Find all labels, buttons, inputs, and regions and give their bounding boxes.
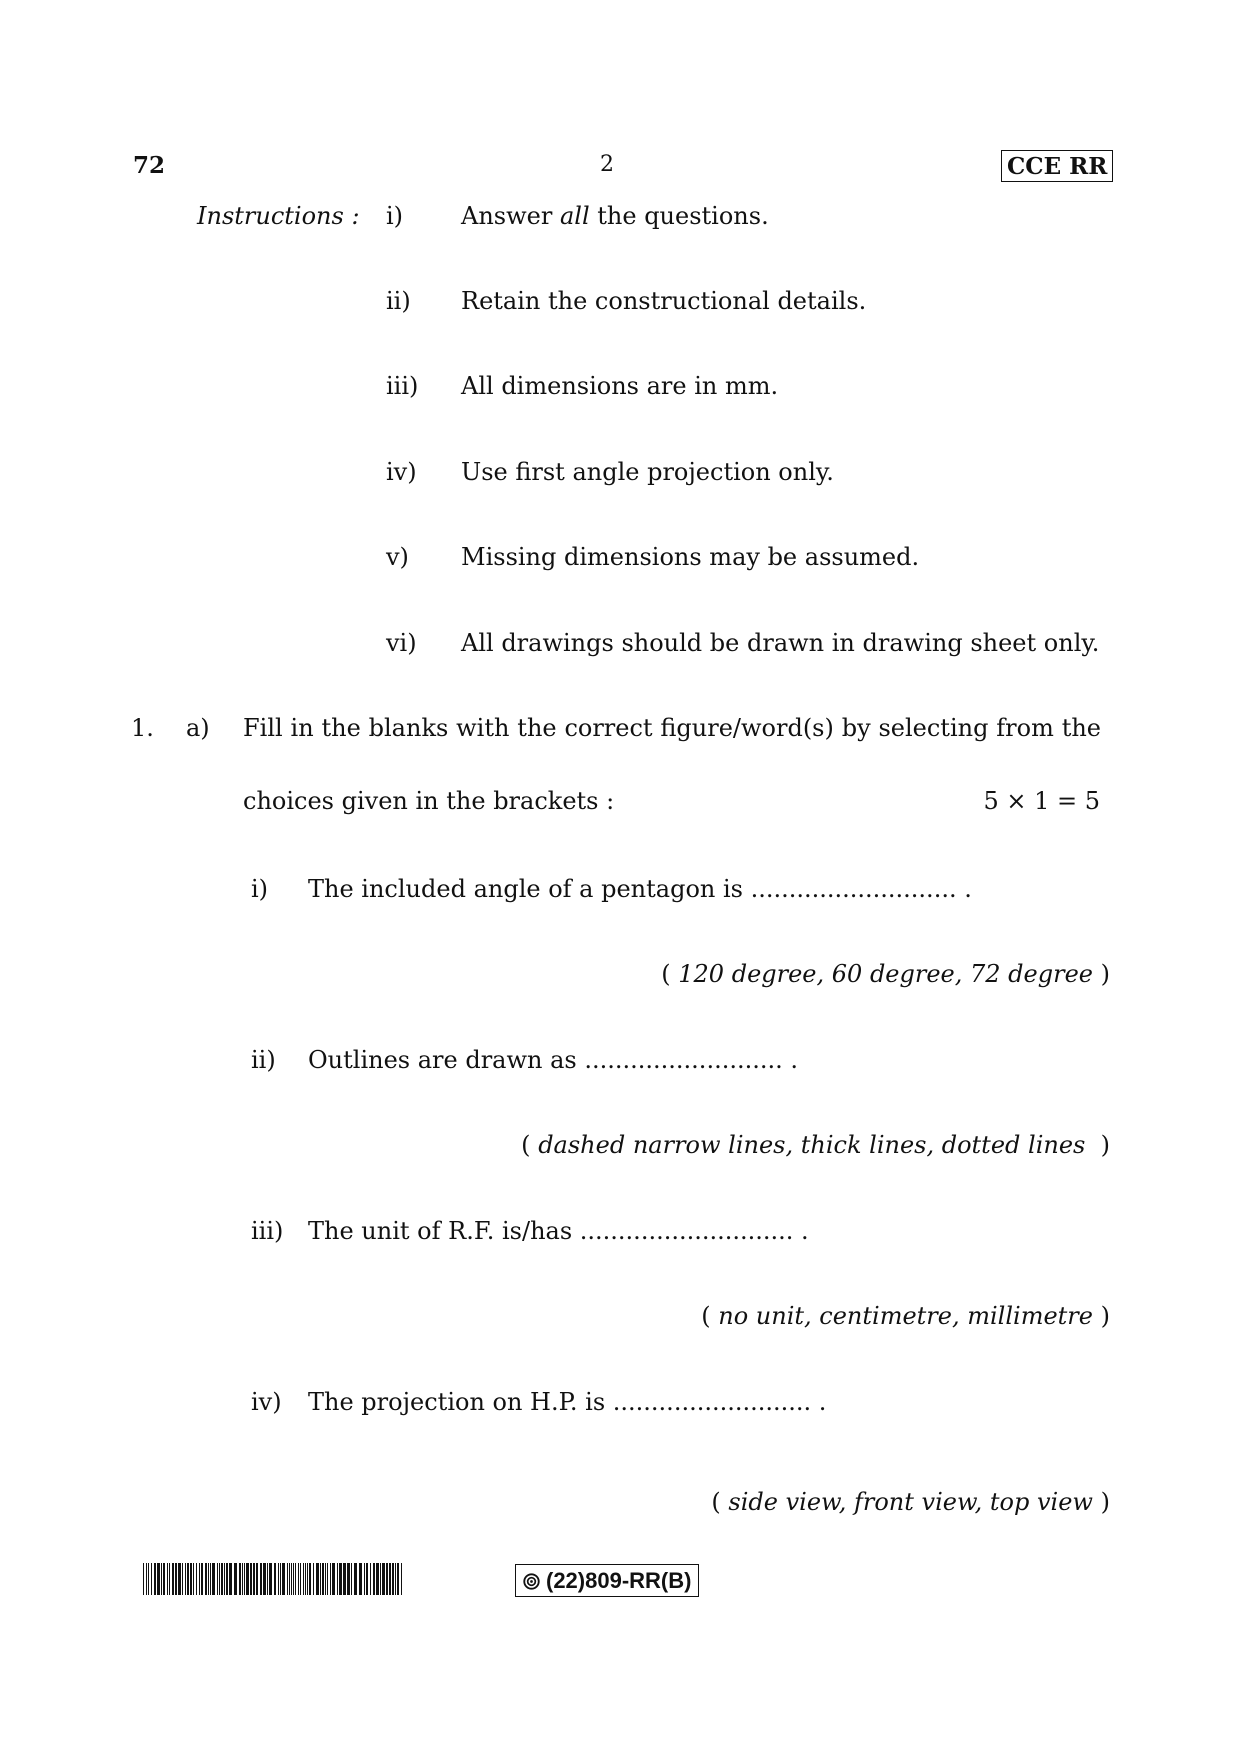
barcode-bar	[303, 1563, 304, 1595]
paper-code: (22)809-RR(B)	[546, 1568, 692, 1593]
barcode	[143, 1563, 405, 1595]
subquestion-number: iii)	[251, 1217, 284, 1245]
barcode-bar	[226, 1563, 228, 1595]
barcode-bar	[382, 1563, 385, 1595]
barcode-bar	[219, 1563, 220, 1595]
instruction-text: Answer all the questions.	[461, 202, 769, 230]
barcode-bar	[330, 1563, 331, 1595]
emphasis-all: all	[559, 202, 590, 230]
barcode-bar	[229, 1563, 232, 1595]
barcode-bar	[278, 1563, 279, 1595]
barcode-bar	[307, 1563, 308, 1595]
instruction-number: v)	[386, 543, 409, 571]
barcode-bar	[373, 1563, 375, 1595]
paper-code-box	[515, 1564, 699, 1597]
choices: ( no unit, centimetre, millimetre )	[701, 1302, 1110, 1330]
barcode-bar	[242, 1563, 243, 1595]
barcode-bar	[246, 1563, 249, 1595]
barcode-bar	[298, 1563, 299, 1595]
barcode-bar	[392, 1563, 394, 1595]
barcode-bar	[161, 1563, 162, 1595]
barcode-bar	[287, 1563, 288, 1595]
barcode-bar	[316, 1563, 319, 1595]
barcode-bar	[148, 1563, 149, 1595]
barcode-bar	[325, 1563, 326, 1595]
instruction-text: Use first angle projection only.	[461, 458, 834, 486]
barcode-bar	[274, 1563, 276, 1595]
barcode-bar	[217, 1563, 218, 1595]
barcode-bar	[199, 1563, 200, 1595]
barcode-bar	[208, 1563, 209, 1595]
question-stem-line1: Fill in the blanks with the correct figure/word(s) by selecting from the	[243, 714, 1101, 742]
barcode-bar	[172, 1563, 174, 1595]
barcode-bar	[196, 1563, 197, 1595]
barcode-bar	[167, 1563, 168, 1595]
barcode-bar	[313, 1563, 314, 1595]
barcode-bar	[250, 1563, 252, 1595]
subquestion-text: Outlines are drawn as .......................... .	[308, 1046, 798, 1074]
barcode-bar	[293, 1563, 294, 1595]
barcode-bar	[256, 1563, 258, 1595]
cce-badge: CCE RR	[1001, 150, 1113, 182]
barcode-bar	[289, 1563, 290, 1595]
barcode-bar	[244, 1563, 245, 1595]
subquestion-number: iv)	[251, 1388, 282, 1416]
barcode-bar	[151, 1563, 152, 1595]
barcode-bar	[339, 1563, 342, 1595]
barcode-bar	[269, 1563, 272, 1595]
barcode-bar	[267, 1563, 268, 1595]
barcode-bar	[291, 1563, 292, 1595]
barcode-bar	[212, 1563, 215, 1595]
choices: ( dashed narrow lines, thick lines, dotted lines )	[521, 1131, 1110, 1159]
question-stem-line2: choices given in the brackets :	[243, 787, 615, 815]
barcode-bar	[380, 1563, 381, 1595]
choices: ( side view, front view, top view )	[711, 1488, 1110, 1516]
barcode-bar	[397, 1563, 399, 1595]
barcode-bar	[221, 1563, 223, 1595]
instruction-text: Missing dimensions may be assumed.	[461, 543, 920, 571]
barcode-bar	[386, 1563, 388, 1595]
barcode-bar	[182, 1563, 183, 1595]
barcode-bar	[366, 1563, 368, 1595]
barcode-bar	[359, 1563, 362, 1595]
barcode-bar	[364, 1563, 365, 1595]
barcode-bar	[253, 1563, 255, 1595]
marks: 5 × 1 = 5	[983, 787, 1100, 815]
barcode-bar	[224, 1563, 225, 1595]
barcode-bar	[210, 1563, 211, 1595]
barcode-bar	[343, 1563, 346, 1595]
barcode-bar	[327, 1563, 328, 1595]
barcode-bar	[401, 1563, 402, 1595]
instruction-number: ii)	[386, 287, 411, 315]
subquestion-number: i)	[251, 875, 269, 903]
barcode-bar	[332, 1563, 335, 1595]
barcode-bar	[300, 1563, 301, 1595]
page-code: 72	[133, 152, 166, 179]
barcode-bar	[370, 1563, 371, 1595]
barcode-bar	[389, 1563, 391, 1595]
page-number: 2	[600, 152, 614, 177]
instruction-number: iii)	[386, 372, 419, 400]
barcode-bar	[187, 1563, 189, 1595]
barcode-bar	[234, 1563, 237, 1595]
target-circle-icon	[523, 1573, 540, 1590]
barcode-bar	[260, 1563, 262, 1595]
barcode-bar	[347, 1563, 350, 1595]
barcode-bar	[376, 1563, 379, 1595]
barcode-bar	[282, 1563, 285, 1595]
barcode-bar	[163, 1563, 165, 1595]
barcode-bar	[239, 1563, 241, 1595]
instruction-text: Retain the constructional details.	[461, 287, 867, 315]
subquestion-text: The unit of R.F. is/has ............................ .	[308, 1217, 809, 1245]
barcode-bar	[305, 1563, 306, 1595]
barcode-bar	[175, 1563, 177, 1595]
barcode-bar	[354, 1563, 357, 1595]
barcode-bar	[190, 1563, 192, 1595]
barcode-bar	[295, 1563, 296, 1595]
barcode-bar	[351, 1563, 352, 1595]
instruction-number: vi)	[386, 629, 417, 657]
instruction-text: All dimensions are in mm.	[461, 372, 779, 400]
subquestion-text: The projection on H.P. is .......................... .	[308, 1388, 827, 1416]
barcode-bar	[157, 1563, 160, 1595]
barcode-bar	[280, 1563, 281, 1595]
instruction-text: All drawings should be drawn in drawing sheet only.	[461, 629, 1100, 657]
barcode-bar	[205, 1563, 207, 1595]
barcode-bar	[185, 1563, 186, 1595]
barcode-bar	[337, 1563, 338, 1595]
barcode-bar	[395, 1563, 396, 1595]
barcode-bar	[193, 1563, 194, 1595]
barcode-bar	[178, 1563, 181, 1595]
barcode-bar	[263, 1563, 266, 1595]
barcode-bar	[146, 1563, 147, 1595]
barcode-bar	[322, 1563, 324, 1595]
question-part: a)	[186, 714, 210, 742]
barcode-bar	[309, 1563, 311, 1595]
instructions-title: Instructions :	[197, 202, 360, 230]
choices: ( 120 degree, 60 degree, 72 degree )	[661, 960, 1110, 988]
subquestion-number: ii)	[251, 1046, 276, 1074]
barcode-bar	[154, 1563, 156, 1595]
subquestion-text: The included angle of a pentagon is ........................... .	[308, 875, 972, 903]
question-number: 1.	[131, 714, 154, 742]
barcode-bar	[320, 1563, 321, 1595]
barcode-bar	[169, 1563, 170, 1595]
instruction-number: iv)	[386, 458, 417, 486]
instruction-number: i)	[386, 202, 404, 230]
barcode-bar	[201, 1563, 203, 1595]
barcode-bar	[143, 1563, 144, 1595]
